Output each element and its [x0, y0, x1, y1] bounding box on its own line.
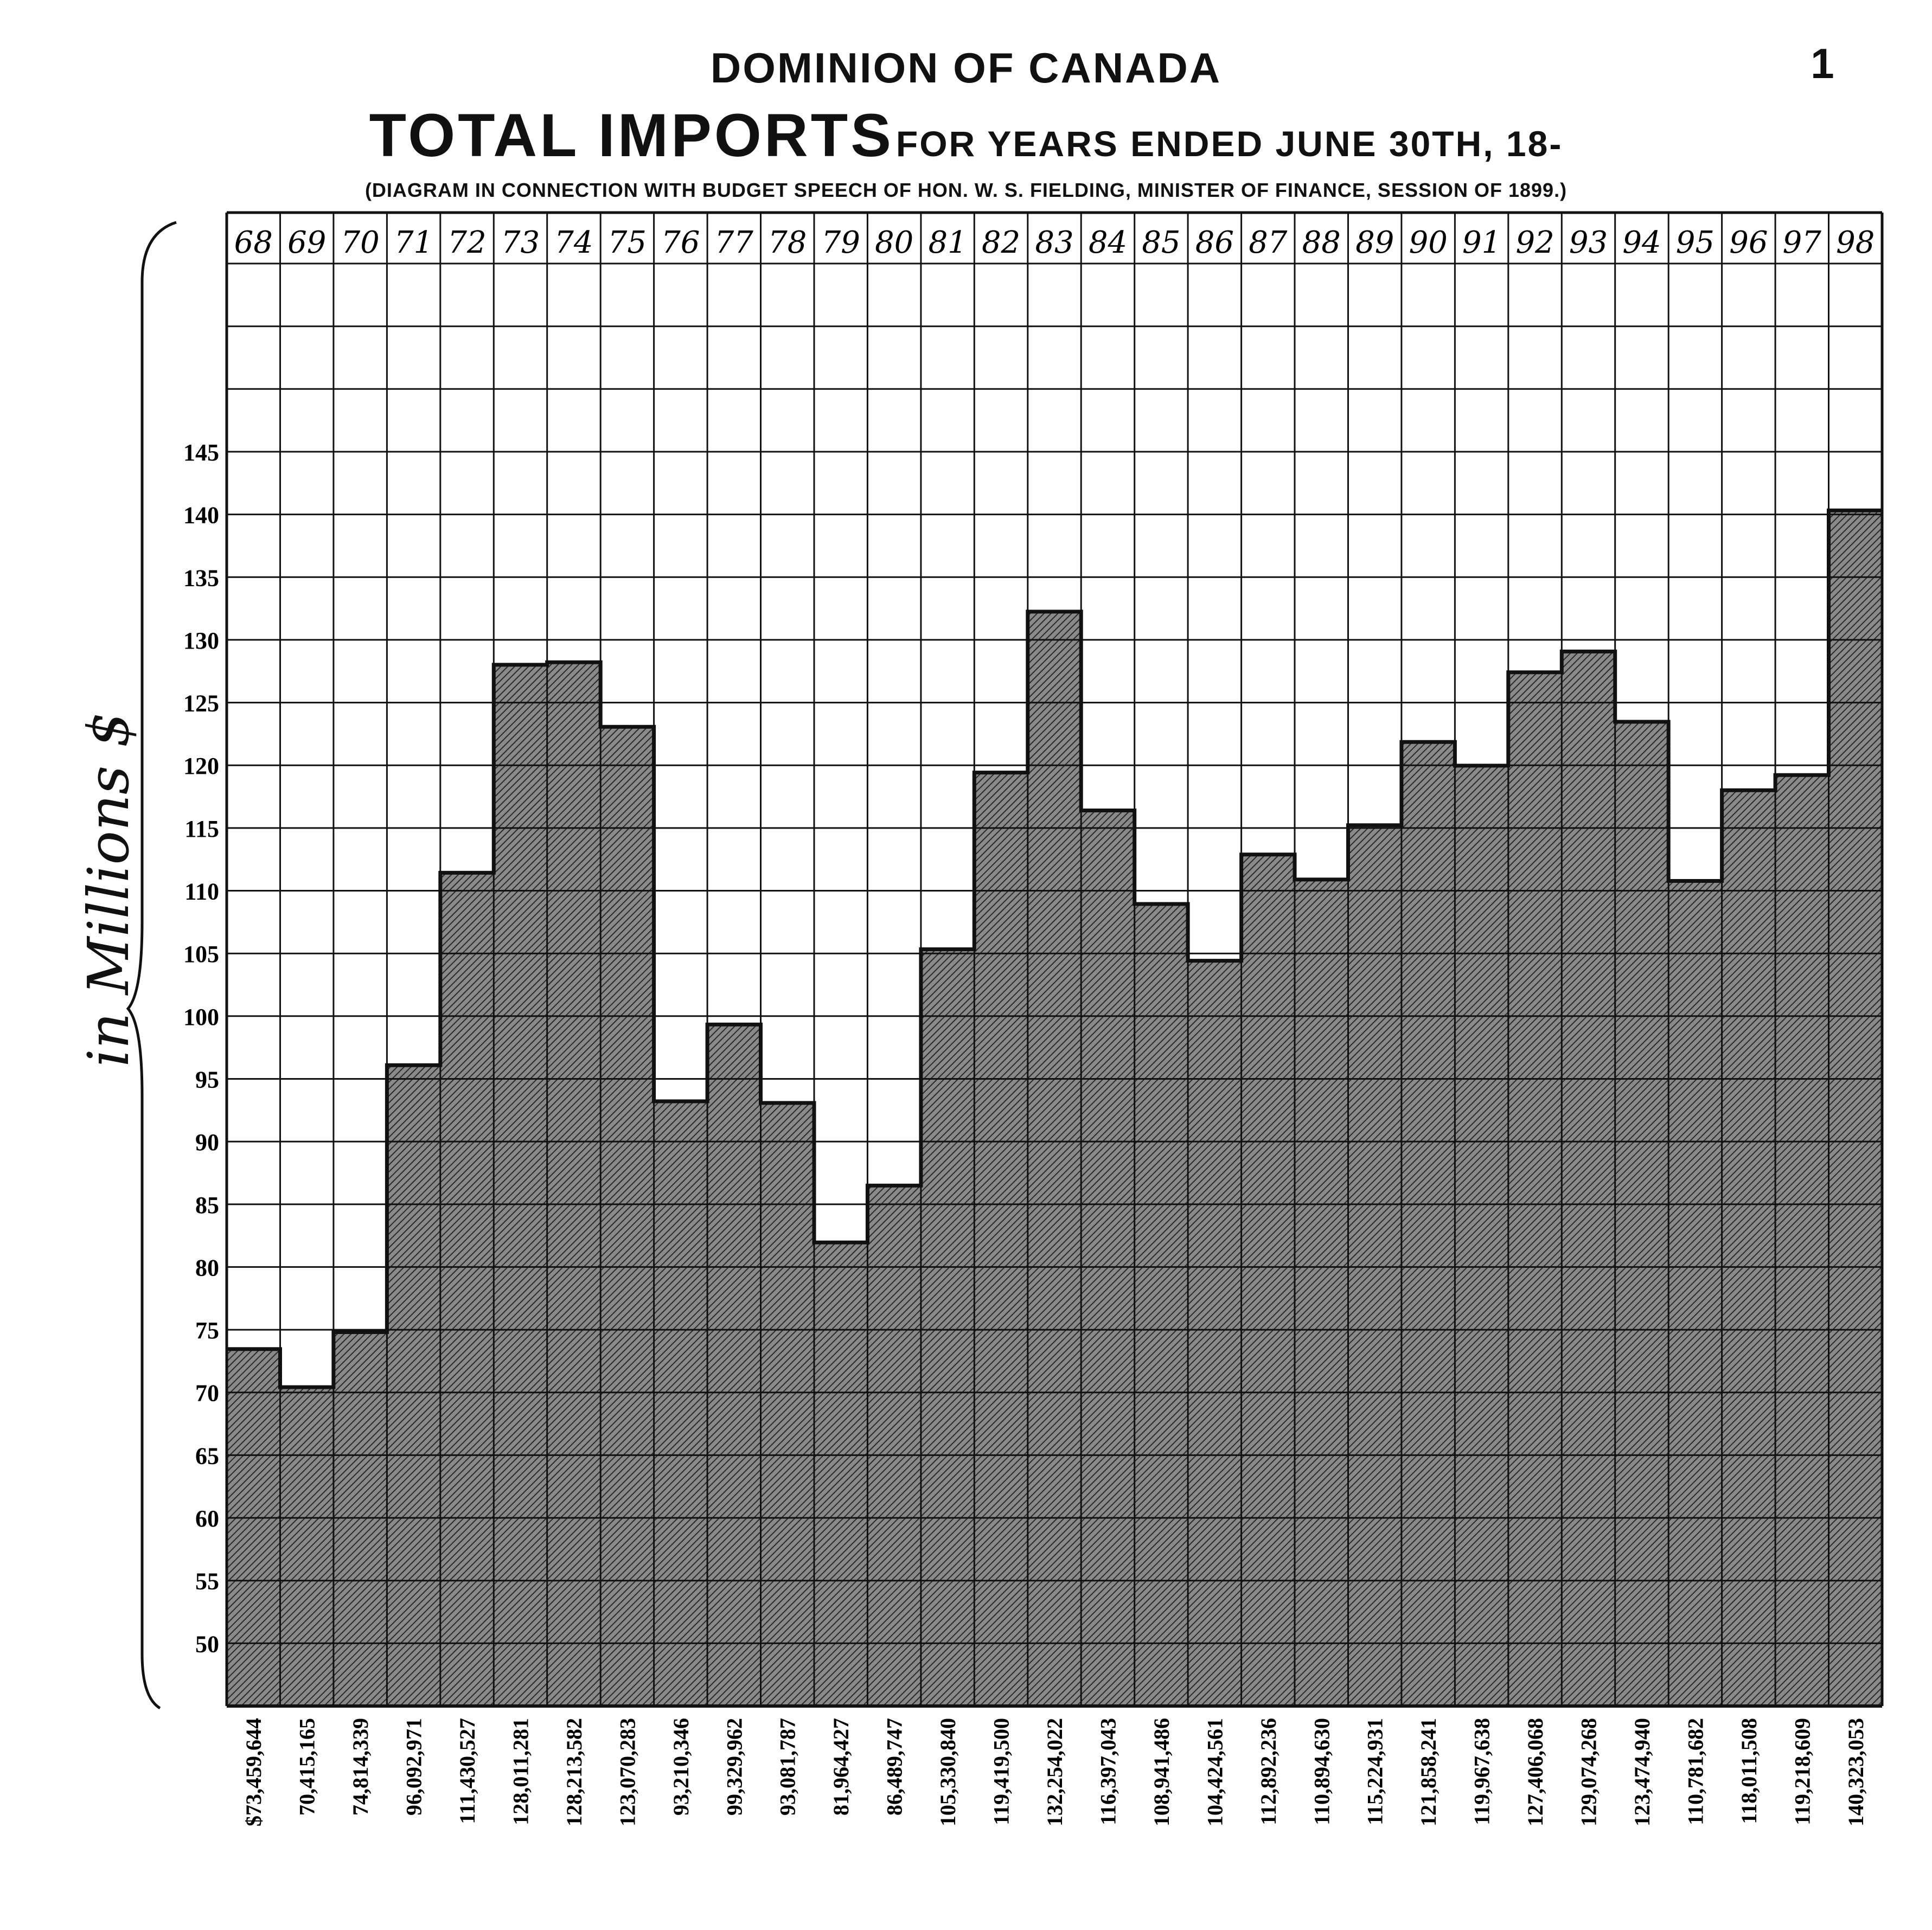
bar — [1135, 904, 1188, 1706]
y-tick-label: 55 — [195, 1568, 219, 1595]
bar — [921, 950, 975, 1707]
value-label: 110,781,682 — [1683, 1718, 1708, 1825]
bar — [1081, 811, 1135, 1707]
y-tick-label: 70 — [195, 1380, 219, 1407]
bar — [1722, 790, 1776, 1706]
y-tick-label: 130 — [183, 627, 219, 654]
y-tick-label: 135 — [183, 565, 219, 592]
y-ticks — [183, 439, 219, 1657]
value-label: 132,254,022 — [1042, 1718, 1067, 1826]
x-category-label: 76 — [661, 225, 700, 260]
y-tick-label: 140 — [183, 502, 219, 529]
x-category-label: 87 — [1249, 225, 1288, 260]
x-category-label: 83 — [1035, 225, 1074, 260]
x-category-label: 98 — [1836, 225, 1875, 260]
y-tick-label: 95 — [195, 1066, 219, 1093]
bar — [761, 1103, 815, 1706]
value-label: 118,011,508 — [1736, 1718, 1761, 1824]
value-label: 129,074,268 — [1576, 1718, 1601, 1826]
x-category-label: 77 — [714, 225, 753, 260]
value-label: 119,218,609 — [1790, 1718, 1815, 1825]
x-category-label: 71 — [394, 225, 433, 260]
value-label: 104,424,561 — [1202, 1718, 1227, 1826]
value-label: 81,964,427 — [829, 1718, 854, 1816]
y-tick-label: 60 — [195, 1505, 219, 1532]
chart-subtitle: (DIAGRAM IN CONNECTION WITH BUDGET SPEECH OF HON. W. S. FIELDING, MINISTER OF FINANCE, SESSION OF 1899.) — [364, 179, 1568, 201]
value-labels — [241, 1718, 1868, 1826]
x-category-label: 93 — [1569, 225, 1608, 260]
value-label: 123,070,283 — [615, 1718, 640, 1826]
value-label: 86,489,747 — [882, 1718, 907, 1816]
x-category-label: 96 — [1729, 225, 1768, 260]
x-category-label: 90 — [1409, 225, 1448, 260]
chart-title-main: TOTAL IMPORTS — [369, 101, 894, 169]
value-label: 119,967,638 — [1469, 1718, 1494, 1825]
x-category-label: 73 — [501, 225, 540, 260]
value-label: 112,892,236 — [1256, 1718, 1281, 1825]
bar — [1242, 855, 1295, 1706]
bar — [1562, 651, 1615, 1706]
y-tick-label: 125 — [183, 690, 219, 717]
value-label: 74,814,339 — [348, 1718, 373, 1816]
bar — [1348, 825, 1402, 1706]
x-category-label: 95 — [1675, 225, 1715, 260]
bar — [1615, 722, 1669, 1706]
value-label: 116,397,043 — [1096, 1718, 1121, 1825]
x-category-label: 80 — [874, 225, 914, 260]
bar — [974, 773, 1028, 1706]
value-label: 123,474,940 — [1630, 1718, 1654, 1826]
x-categories — [234, 225, 1875, 260]
value-label: 111,430,527 — [455, 1718, 479, 1824]
bar — [334, 1332, 387, 1707]
y-tick-label: 120 — [183, 753, 219, 780]
page-number: 1 — [1811, 40, 1834, 87]
x-category-label: 68 — [234, 225, 273, 260]
bar — [867, 1185, 921, 1706]
value-label: 93,081,787 — [775, 1718, 800, 1816]
x-category-label: 79 — [821, 225, 860, 260]
y-tick-label: 65 — [195, 1442, 219, 1470]
y-tick-label: 105 — [183, 941, 219, 968]
bar — [280, 1387, 334, 1706]
bar — [1028, 612, 1082, 1706]
value-label: 108,941,486 — [1149, 1718, 1174, 1826]
x-category-label: 92 — [1515, 225, 1554, 260]
y-tick-label: 90 — [195, 1129, 219, 1156]
y-tick-label: 115 — [184, 815, 219, 842]
value-label: 96,092,971 — [401, 1718, 426, 1816]
bar — [494, 665, 547, 1706]
x-category-label: 88 — [1302, 225, 1341, 260]
value-label: 115,224,931 — [1362, 1718, 1387, 1825]
value-label: 93,210,346 — [668, 1718, 693, 1816]
y-tick-label: 110 — [184, 878, 219, 905]
x-category-label: 72 — [447, 225, 487, 260]
bars-layer — [227, 510, 1882, 1706]
bar — [1188, 961, 1242, 1706]
value-label: $73,459,644 — [241, 1718, 266, 1826]
x-category-label: 69 — [287, 225, 327, 260]
chart-title-rest: FOR YEARS ENDED JUNE 30TH, 18- — [895, 124, 1563, 164]
x-category-label: 70 — [341, 225, 380, 260]
bar — [1455, 766, 1508, 1706]
bar — [547, 662, 600, 1706]
value-label: 70,415,165 — [295, 1718, 319, 1816]
y-tick-label: 80 — [195, 1254, 219, 1281]
y-axis-brace — [128, 222, 176, 1708]
value-label: 105,330,840 — [936, 1718, 961, 1826]
x-category-label: 94 — [1622, 225, 1661, 260]
value-label: 110,894,630 — [1309, 1718, 1334, 1825]
header-title: DOMINION OF CANADA — [710, 44, 1222, 92]
x-category-label: 81 — [928, 225, 967, 260]
value-label: 99,329,962 — [722, 1718, 747, 1816]
bar — [600, 727, 654, 1706]
bar — [1402, 742, 1455, 1706]
bar — [707, 1024, 761, 1706]
x-category-label: 91 — [1462, 225, 1501, 260]
value-label: 127,406,068 — [1523, 1718, 1548, 1826]
y-tick-label: 50 — [195, 1631, 219, 1658]
x-category-label: 74 — [554, 225, 593, 260]
bar — [227, 1349, 280, 1706]
x-category-label: 97 — [1782, 225, 1821, 260]
value-label: 140,323,053 — [1843, 1718, 1868, 1826]
x-category-label: 75 — [607, 225, 647, 260]
bar — [1829, 510, 1883, 1706]
bar — [387, 1065, 440, 1706]
bar — [1775, 775, 1829, 1706]
y-tick-label: 75 — [195, 1317, 219, 1344]
value-label: 121,858,241 — [1416, 1718, 1441, 1826]
y-tick-label: 100 — [183, 1003, 219, 1030]
x-category-label: 86 — [1195, 225, 1234, 260]
x-category-label: 84 — [1088, 225, 1128, 260]
x-category-label: 78 — [768, 225, 807, 260]
bar — [654, 1101, 708, 1706]
y-axis-label: in Millions $ — [75, 711, 142, 1067]
x-category-label: 85 — [1142, 225, 1181, 260]
value-label: 128,011,281 — [508, 1718, 533, 1825]
y-tick-label: 85 — [195, 1191, 219, 1219]
value-label: 119,419,500 — [989, 1718, 1014, 1825]
bar — [1668, 881, 1722, 1707]
bar — [814, 1242, 868, 1706]
bar — [1295, 880, 1348, 1706]
y-tick-label: 145 — [183, 439, 219, 466]
value-label: 128,213,582 — [561, 1718, 586, 1826]
x-category-label: 89 — [1355, 225, 1394, 260]
x-category-label: 82 — [981, 225, 1021, 260]
